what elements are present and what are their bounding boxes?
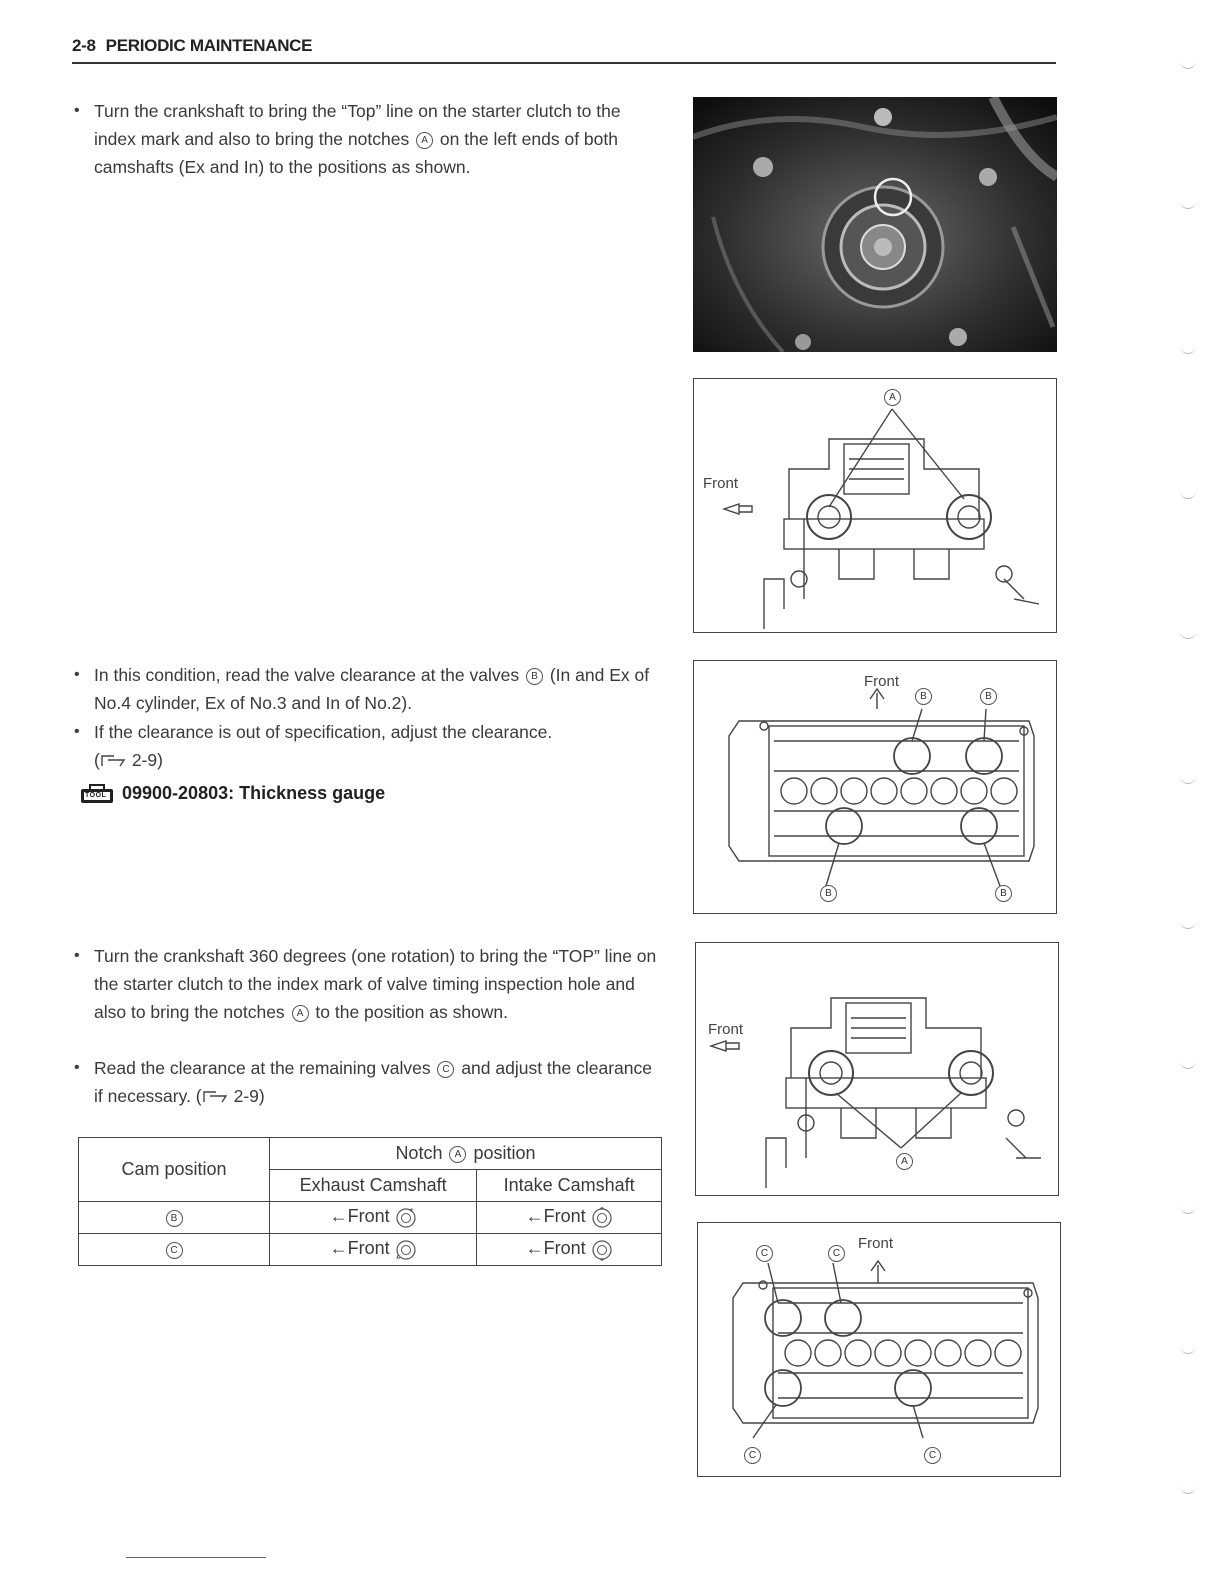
header-position-label: position: [473, 1143, 536, 1163]
table-row: [79, 1234, 662, 1266]
binding-mark: [1180, 920, 1196, 929]
step-2-text-a: In this condition, read the valve clearance at the valves: [94, 665, 524, 685]
instruction-step-1: [74, 97, 664, 181]
mark-b-symbol: B: [526, 668, 543, 685]
valve-layout-diagram-c: [697, 1222, 1061, 1477]
binding-marks: [1180, 60, 1210, 1500]
step-3-ref: 2-9): [131, 750, 163, 770]
section-title: PERIODIC MAINTENANCE: [105, 36, 313, 55]
page-number: 2-8: [72, 36, 96, 55]
mark-c-label: C: [828, 1245, 845, 1262]
header-cam-position: Cam position: [79, 1138, 270, 1202]
mark-a-label: A: [884, 389, 901, 406]
camshaft-notch-diagram-1: [693, 378, 1057, 633]
step-1-text-b: on the left ends of both camshafts (Ex and In) to the positions as shown.: [94, 129, 618, 177]
mark-c-symbol: C: [166, 1242, 183, 1259]
starter-clutch-photo: [693, 97, 1057, 352]
reference-icon: [100, 754, 130, 768]
cam-notch-icon: [591, 1239, 613, 1261]
front-label: Front: [864, 673, 900, 690]
exhaust-cell: [270, 1202, 477, 1234]
step-5-ref: 2-9): [233, 1086, 265, 1106]
binding-mark: [1180, 775, 1196, 784]
mark-c-label: C: [756, 1245, 773, 1262]
instruction-step-2: [74, 661, 664, 717]
mark-a-symbol: A: [292, 1005, 309, 1022]
header-intake-camshaft: Intake Camshaft: [477, 1170, 662, 1202]
footer-rule: [126, 1557, 266, 1558]
binding-mark: [1180, 1485, 1196, 1494]
cam-notch-icon: [395, 1207, 417, 1229]
exhaust-cell: [270, 1234, 477, 1266]
instruction-step-3: • If the clearance is out of specification, adjust the clearance. ( 2-9): [74, 718, 664, 774]
tool-text: 09900-20803: Thickness gauge: [122, 782, 386, 803]
exhaust-front-label: ←Front: [329, 1206, 390, 1227]
intake-front-label: ←Front: [525, 1206, 586, 1227]
binding-mark: [1180, 1345, 1196, 1354]
header-notch-label: Notch: [395, 1143, 443, 1163]
mark-a-symbol: A: [449, 1146, 466, 1163]
binding-mark: [1180, 1060, 1196, 1069]
header-exhaust-camshaft: Exhaust Camshaft: [270, 1170, 477, 1202]
mark-b-label: B: [995, 885, 1012, 902]
front-label: Front: [703, 475, 739, 492]
step-3-text: If the clearance is out of specification, adjust the clearance.: [94, 722, 553, 742]
mark-b-symbol: B: [166, 1210, 183, 1227]
header-notch-position: [270, 1138, 662, 1170]
step-4-text-b: to the position as shown.: [310, 1002, 509, 1022]
binding-mark: [1180, 1205, 1196, 1214]
mark-c-label: C: [924, 1447, 941, 1464]
step-2-text-b: (In and Ex of No.4 cylinder, Ex of No.3 and In of No.2).: [94, 665, 650, 713]
step-5-text-a: Read the clearance at the remaining valves: [94, 1058, 436, 1078]
cam-notch-icon: [591, 1207, 613, 1229]
step-5-text-b: and adjust the clearance if necessary. (: [94, 1058, 653, 1106]
page-header: [72, 36, 1056, 64]
front-label: Front: [708, 1021, 744, 1038]
instruction-step-4: [74, 942, 664, 1026]
binding-mark: [1180, 60, 1196, 69]
mark-a-symbol: A: [416, 132, 433, 149]
mark-c-symbol: C: [437, 1061, 454, 1078]
tool-icon: [80, 782, 114, 804]
tool-icon-label: TOOL: [85, 792, 107, 799]
cam-cell: [79, 1234, 270, 1266]
instruction-step-5: [74, 1054, 664, 1110]
mark-b-label: B: [820, 885, 837, 902]
step-4-text-a: Turn the crankshaft 360 degrees (one rotation) to bring the “TOP” line on the starter clutch to the index mark of valve timing inspection hole and also to bring the notches: [94, 946, 657, 1022]
camshaft-notch-diagram-2: [695, 942, 1059, 1196]
binding-mark: [1180, 200, 1196, 209]
mark-b-label: B: [915, 688, 932, 705]
intake-cell: [477, 1234, 662, 1266]
step-1-text-a: Turn the crankshaft to bring the “Top” line on the starter clutch to the index mark and also to bring the notches: [94, 101, 621, 149]
exhaust-front-label: ←Front: [329, 1238, 390, 1259]
mark-c-label: C: [744, 1447, 761, 1464]
front-label: Front: [858, 1235, 894, 1252]
table-row: [79, 1202, 662, 1234]
reference-icon: [202, 1090, 232, 1104]
valve-layout-diagram-b: [693, 660, 1057, 914]
binding-mark: [1180, 345, 1196, 354]
mark-b-label: B: [980, 688, 997, 705]
cam-notch-icon: [395, 1239, 417, 1261]
cam-cell: [79, 1202, 270, 1234]
binding-mark: [1180, 490, 1196, 499]
binding-mark: [1180, 630, 1196, 639]
cam-position-table: [78, 1137, 662, 1266]
special-tool-line: [80, 778, 640, 808]
intake-front-label: ←Front: [525, 1238, 586, 1259]
mark-a-label: A: [896, 1153, 913, 1170]
intake-cell: [477, 1202, 662, 1234]
